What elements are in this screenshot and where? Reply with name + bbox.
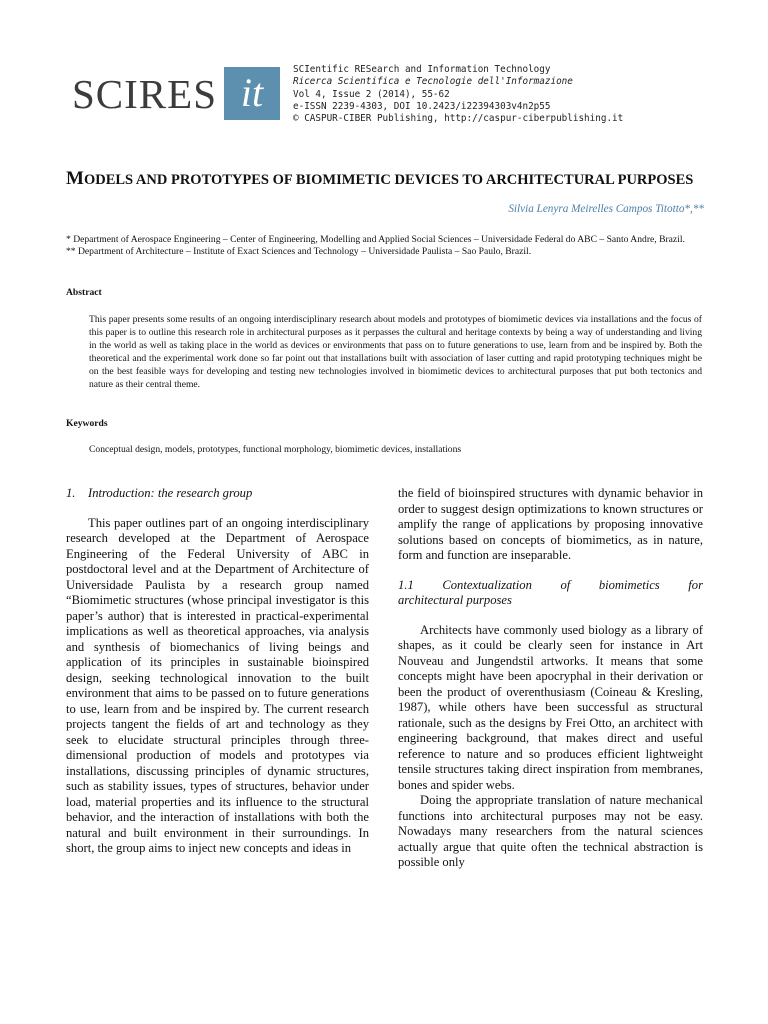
paper-author: Silvia Lenyra Meirelles Campos Titotto*,**: [508, 203, 704, 215]
section-1-1-title-word: of: [560, 577, 571, 592]
journal-logo-badge: [224, 67, 280, 120]
section-1-1-title-word: biomimetics: [598, 577, 660, 592]
journal-info: [293, 64, 623, 125]
journal-logo-wordmark: SCIRES: [72, 71, 217, 117]
section-1-1-title-word: Contextualization: [442, 577, 532, 592]
section-1-1-paragraph-1: Architects have commonly used biology as a library of shapes, as it could be clearly seen for instance in Art Nouveau and Jungendstil artworks. It means that some concepts might have been apocryphal in their derivation or been the product of overenthusiasm (Coineau & Kresling, 1987), while others have been successful as structural rationale, such as the designs by Frei Otto, an architect with engineering background, that makes direct and useful reference to nature and so produces efficient lightweight tensile structures taking direct inspiration from membranes, bones and spider webs.: [398, 622, 703, 792]
body-column-left: [66, 486, 369, 857]
section-1-number: 1.: [66, 486, 76, 500]
journal-logo-badge-text: it: [240, 70, 264, 115]
abstract-heading: Abstract: [66, 287, 102, 298]
section-1-1-number: 1.1: [398, 577, 414, 592]
paper-title: [66, 168, 706, 190]
body-column-right: [398, 486, 703, 871]
affiliation-1: * Department of Aerospace Engineering – Center of Engineering, Modelling and Applied Social Sciences – Universidade Federal do ABC – Santo Andre, Brazil.: [66, 234, 685, 245]
journal-issn-doi: e-ISSN 2239-4303, DOI 10.2423/i22394303v4n2p55: [293, 100, 551, 112]
section-1-1-title-line-2: architectural purposes: [398, 593, 512, 607]
section-1-title: Introduction: the research group: [88, 486, 253, 500]
paper-title-initial: M: [66, 168, 84, 189]
section-1-paragraph-continued: the field of bioinspired structures with dynamic behavior in order to suggest design optimizations to known structures or amplify the range of applications by proposing innovative solutions based on concepts of biomimetics, as in nature, form and function are inseparable.: [398, 486, 703, 562]
journal-name: SCIentific RESearch and Information Technology: [293, 64, 551, 75]
journal-publisher: © CASPUR-CIBER Publishing, http://caspur-ciberpublishing.it: [293, 113, 624, 125]
journal-issue: Vol 4, Issue 2 (2014), 55-62: [293, 88, 450, 100]
paper-title-rest: ODELS AND PROTOTYPES OF BIOMIMETIC DEVICES TO ARCHITECTURAL PURPOSES: [83, 172, 694, 188]
keywords-heading: Keywords: [66, 418, 108, 429]
journal-name-italian: Ricerca Scientifica e Tecnologie dell'Informazione: [293, 76, 573, 88]
section-1-1-paragraph-2: Doing the appropriate translation of nature mechanical functions into architectural purposes may not be easy. Nowadays many researchers from the natural sciences actually argue that quite often the technical abstraction is possible only: [398, 793, 703, 869]
keywords-text: Conceptual design, models, prototypes, functional morphology, biomimetic devices, installations: [89, 444, 462, 455]
affiliation-2: ** Department of Architecture – Institute of Exact Sciences and Technology – Universidade Paulista – Sao Paulo, Brazil.: [66, 246, 532, 258]
section-1-1-title-word: for: [688, 577, 703, 592]
abstract-text: This paper presents some results of an ongoing interdisciplinary research about models and prototypes of biomimetic devices via installations and the focus of this paper is to outline this research role in architectural purposes as it perpasses the cultural and heritage contexts by being a way of understanding and living in the world as well as taking place in the world as devices or environments that pass on to future generations to use, learn from and be inspired by. Both the theoretical and the experimental work done so far point out that installations built with association of laser cutting and rapid prototyping techniques might be on the best feasible ways for developing and testing new technologies involved in biomimetic devices to architectural purposes that put both tectonics and nature as their central theme.: [89, 314, 702, 391]
affiliations: [66, 234, 706, 259]
section-1-heading: [66, 486, 369, 502]
section-1-1-heading: [398, 578, 703, 594]
section-1-paragraph: This paper outlines part of an ongoing interdisciplinary research developed at the Department of Aerospace Engineering of the Federal University of ABC in postdoctoral level and at the Department of Architecture of Universidade Paulista by a research group named “Biomimetic structures (whose principal investigator is this paper’s author) that is interested in practical-experimental implications as well as theoretical approaches, via analysis and synthesis of biomechanics of living beings and application of its principles in sustainable bioinspired design, seeking technological innovation to the built environment that aims to be passed on to future generations to use, learn from and be inspired by. The current research projects tangent the fields of art and technology as they seek to elucidate structural principles through three-dimensional production of models and prototypes via installations, discussing principles of dynamic structures, such as stability issues, types of structures, behavior under load, material properties and its influence to the structural behavior, and the interaction of installations with both the natural and built environment in their surroundings. In short, the group aims to inject new concepts and ideas in: [66, 515, 369, 855]
